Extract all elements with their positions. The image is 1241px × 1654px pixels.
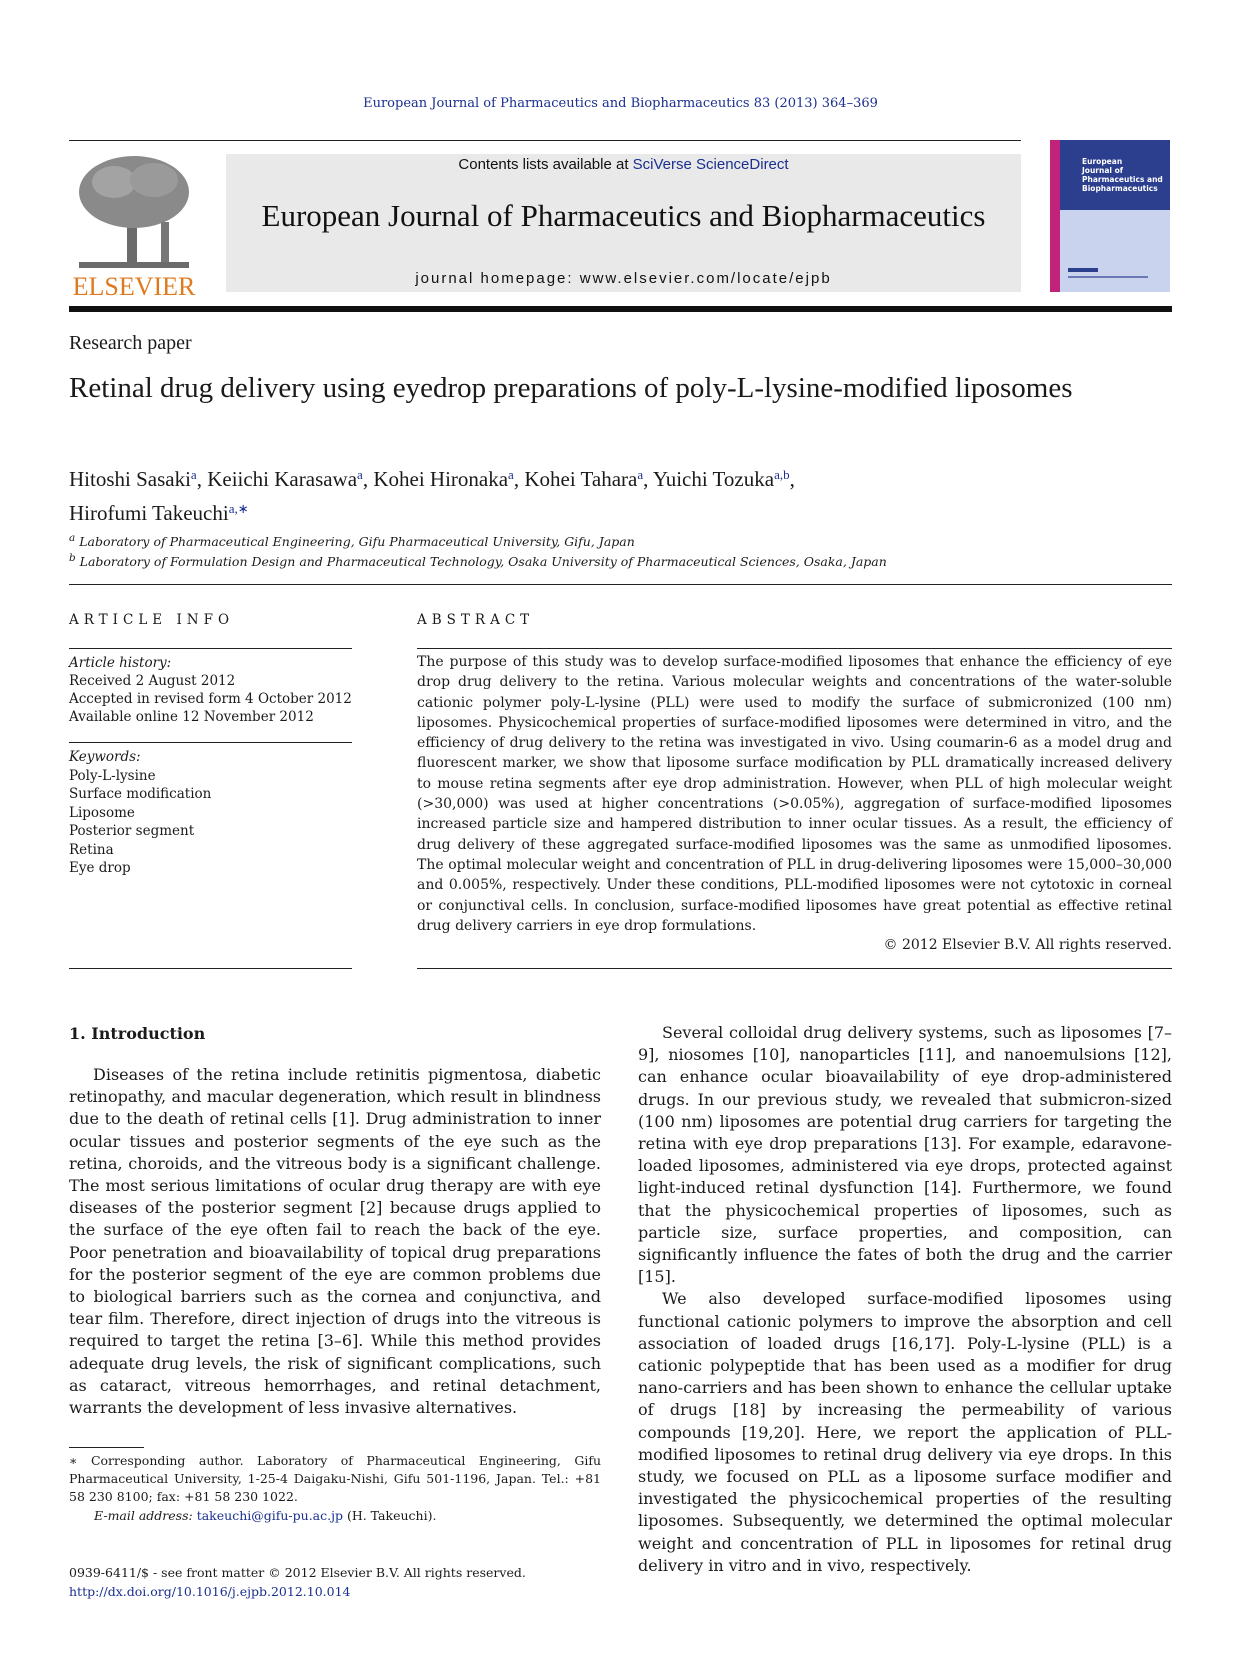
author-affiliation-mark[interactable]: a — [357, 467, 363, 482]
author-affiliation-mark[interactable]: a,∗ — [228, 501, 249, 516]
svg-text:Pharmaceutics and: Pharmaceutics and — [1082, 175, 1163, 184]
article-info-rule — [69, 648, 352, 649]
keywords — [69, 748, 211, 878]
abstract-rule — [417, 968, 1172, 969]
affiliations — [69, 530, 887, 570]
body-paragraph: We also developed surface-modified liposomes using functional cationic polymers to improve the absorption and cell association of loaded drugs [16,17]. Poly-L-lysine (PLL) is a cationic polypeptide that has been used as a modifier for drug nano-carriers and has been shown to enhance the cellular uptake of drugs [18] by increasing the permeability of various compounds [19,20]. Here, we report the application of PLL-modified liposomes to retinal drug delivery via eye drops. In this study, we focused on PLL as a liposome surface modifier and investigated the physicochemical properties of the resulting liposomes. Subsequently, we determined the optimal molecular weight and concentration of PLL in liposomes for retinal drug delivery in vitro and in vivo, respectively. — [638, 1289, 1172, 1575]
header-thick-rule — [69, 306, 1172, 312]
article-title: Retinal drug delivery using eyedrop preparations of poly-L-lysine-modified liposomes — [69, 372, 1073, 404]
svg-text:Journal of: Journal of — [1082, 166, 1123, 175]
body-paragraph: Diseases of the retina include retinitis pigmentosa, diabetic retinopathy, and macular degeneration, which result in blindness due to the death of retinal cells [1]. Drug administration to inner ocular tissues and posterior segments of the eye such as the retina, choroids, and the vitreous body is a significant challenge. The most serious limitations of ocular drug therapy are with eye diseases of the posterior segment [2] because drugs applied to the surface of the eye often fail to reach the back of the eye. Poor penetration and bioavailability of topical drug preparations for the posterior segment of the eye are common problems due to biological barriers such as the cornea and conjunctiva, and tear film. Therefore, direct injection of drugs into the vitreous is required to target the retina [3–6]. While this method provides adequate drug levels, the risk of significant complications, such as cataract, vitreous hemorrhages, and retinal detachment, warrants the development of less invasive alternatives. — [69, 1065, 601, 1418]
author-name[interactable]: Kohei Hironaka — [373, 467, 509, 491]
author-list: Hitoshi Sasaki$^a$, Keiichi Karasawa$^a$, Kohei Hironaka$^a$, Kohei Tahara$^a$, Yuichi Tozuka$^{a,b}$, Hirofumi Takeuchi$^{a,∗}$ — [69, 467, 795, 525]
doi-link[interactable]: http://dx.doi.org/10.1016/j.ejpb.2012.10.014 — [69, 1584, 351, 1599]
body-column-left — [69, 1064, 601, 1419]
journal-name: European Journal of Pharmaceutics and Biopharmaceutics — [261, 198, 986, 233]
keyword-item: Surface modification — [69, 786, 212, 802]
svg-text:Biopharmaceutics: Biopharmaceutics — [1082, 184, 1158, 193]
author-affiliation-mark[interactable]: a — [637, 467, 644, 482]
affiliation-item — [69, 550, 887, 570]
sciencedirect-link[interactable]: SciVerse ScienceDirect — [632, 156, 789, 173]
footnote-rule — [69, 1447, 144, 1448]
affiliation-item — [69, 530, 887, 550]
email-link[interactable]: takeuchi@gifu-pu.ac.jp — [196, 1508, 343, 1523]
history-label: Article history: — [69, 655, 172, 671]
journal-cover-icon — [1050, 140, 1170, 292]
journal-cover-thumbnail — [1050, 140, 1170, 292]
front-matter — [69, 1563, 526, 1601]
article-info-rule — [69, 968, 352, 969]
article-info-rule — [69, 742, 352, 743]
author-name[interactable]: Hitoshi Sasaki — [69, 467, 191, 491]
abstract-heading: ABSTRACT — [417, 612, 535, 628]
svg-text:European: European — [1082, 157, 1123, 166]
affiliation-mark: b — [69, 552, 76, 565]
article-info-heading: ARTICLE INFO — [69, 612, 235, 628]
contents-line — [226, 156, 1021, 173]
author-name[interactable]: Keiichi Karasawa — [207, 467, 358, 491]
author-affiliation-mark[interactable]: a — [190, 467, 197, 482]
email-label: E-mail address: — [94, 1508, 197, 1523]
section-rule — [69, 584, 1172, 585]
email-footnote — [94, 1508, 436, 1523]
keyword-item: Retina — [69, 841, 114, 858]
header-rule — [69, 140, 1021, 141]
affiliation-mark: a — [69, 532, 76, 544]
email-suffix: (H. Takeuchi). — [342, 1508, 437, 1523]
body-column-right — [638, 1022, 1172, 1577]
affiliation-text: Laboratory of Formulation Design and Pharmaceutical Technology, Osaka University of Pharmaceutical Sciences, Osaka, Japan — [79, 554, 887, 570]
elsevier-tree-icon — [69, 152, 199, 272]
article-type: Research paper — [69, 332, 192, 354]
article-history — [69, 654, 352, 726]
history-item: Accepted in revised form 4 October 2012 — [69, 691, 352, 707]
abstract-rule — [417, 648, 1172, 649]
author-name[interactable]: Hirofumi Takeuchi — [69, 501, 229, 525]
keyword-item: Eye drop — [69, 860, 131, 876]
keywords-label: Keywords: — [69, 749, 141, 765]
affiliation-text: Laboratory of Pharmaceutical Engineering, Gifu Pharmaceutical University, Gifu, Japan — [79, 534, 635, 550]
abstract-text: The purpose of this study was to develop surface-modified liposomes that enhance the efficiency of eye drop drug delivery to the retina. Various molecular weights and concentrations of the water-soluble cationic polymer poly-L-lysine (PLL) were used to modify the surface of submicronized (100 nm) liposomes. Physicochemical properties of surface-modified liposomes were determined in vitro, and the efficiency of drug delivery to the retina was investigated in vivo. Using coumarin-6 as a model drug and fluorescent marker, we show that liposome surface modification by PLL dramatically increased delivery to mouse retina segments after eye drop administration. However, when PLL of high molecular weight (>30,000) was used at higher concentrations (>0.05%), aggregation of surface-modified liposomes increased particle size and hampered distribution to inner ocular tissues. As a result, the efficiency of drug delivery of these aggregated surface-modified liposomes was the same as unmodified liposomes. The optimal molecular weight and concentration of PLL in drug-delivering liposomes were 15,000–30,000 and 0.005%, respectively. Under these conditions, PLL-modified liposomes were not cytotoxic in corneal or conjunctival cells. In conclusion, surface-modified liposomes have great potential as effective retinal drug delivery carriers in eye drop formulations. — [417, 654, 1172, 934]
introduction-heading: 1. Introduction — [69, 1024, 206, 1043]
author-name[interactable]: Kohei Tahara — [524, 467, 638, 491]
issn-line: 0939-6411/$ - see front matter © 2012 Elsevier B.V. All rights reserved. — [69, 1565, 526, 1580]
journal-citation-link[interactable]: European Journal of Pharmaceutics and Biopharmaceutics 83 (2013) 364–369 — [363, 96, 878, 111]
keyword-item: Poly-L-lysine — [69, 767, 156, 784]
contents-prefix: Contents lists available at — [458, 156, 633, 173]
history-item: Available online 12 November 2012 — [69, 709, 314, 725]
keyword-item: Liposome — [69, 804, 135, 821]
journal-homepage[interactable]: journal homepage: www.elsevier.com/locate/ejpb — [415, 270, 832, 287]
author-affiliation-mark[interactable]: a — [508, 467, 514, 482]
author-name[interactable]: Yuichi Tozuka — [652, 467, 775, 491]
keyword-item: Posterior segment — [69, 823, 195, 839]
author-affiliation-mark[interactable]: a,b — [774, 467, 790, 482]
abstract-copyright: © 2012 Elsevier B.V. All rights reserved. — [883, 937, 1172, 953]
body-paragraph: Several colloidal drug delivery systems, such as liposomes [7–9], niosomes [10], nanoparticles [11], and nanoemulsions [12], can enhance ocular bioavailability of eye drop-administered drugs. In our previous study, we revealed that submicron-sized (100 nm) liposomes are potential drug carriers for targeting the retina with eye drop preparations [13]. For example, edaravone-loaded liposomes, administered via eye drops, protected against light-induced retinal dysfunction [14]. Furthermore, we found that the physicochemical properties of liposomes, such as particle size, surface properties, and composition, can significantly influence the fates of both the drug and the carrier [15]. — [638, 1023, 1172, 1287]
corresponding-author-footnote: ∗ Corresponding author. Laboratory of Pharmaceutical Engineering, Gifu Pharmaceutical University, 1-25-4 Daigaku-Nishi, Gifu 501-1196, Japan. Tel.: +81 58 230 8100; fax: +81 58 230 1022. — [69, 1453, 601, 1504]
elsevier-wordmark: ELSEVIER — [72, 272, 196, 301]
history-item: Received 2 August 2012 — [69, 673, 236, 689]
